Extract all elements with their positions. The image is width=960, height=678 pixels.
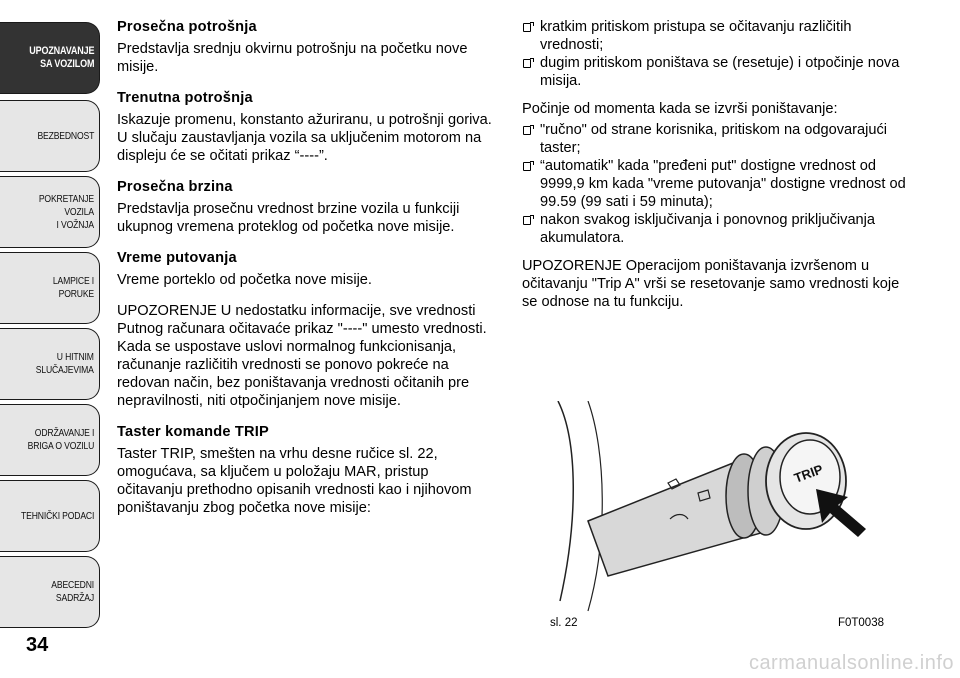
- tab-abecedni[interactable]: [0, 556, 100, 628]
- tab-label: ODRŽAVANJE I BRIGA O VOZILU: [27, 427, 94, 452]
- list-item: [522, 54, 917, 90]
- page-number: 34: [26, 634, 49, 656]
- paragraph: Taster TRIP, smešten na vrhu desne ručice sl. 22, omogućava, sa ključem u položaju MAR, pristup očitavanju prethodno opisanih vrednosti kao i njihovom poništavanju zbog početka nove misije:: [117, 446, 472, 516]
- warning-note: UPOZORENJE U nedostatku informacije, sve vrednosti Putnog računara očitavaće prikaz "----" umesto vrednosti. Kada se uspostave uslovi normalnog funkcionisanja, računanje različitih vrednosti se ponovo pokreće na redovan način, bez poništavanja vrednosti očitanih pre nepravilnosti, niti otpočinjanjem nove misije.: [117, 303, 487, 409]
- heading-prosecna-potrosnja: Prosečna potrošnja: [117, 19, 257, 35]
- list-item-text: kratkim pritiskom pristupa se očitavanju različitih vrednosti;: [540, 19, 852, 53]
- tab-pokretanje[interactable]: [0, 176, 100, 248]
- checkbox-bullet-icon: [523, 23, 531, 32]
- list-item: [522, 157, 917, 211]
- checkbox-bullet-icon: [523, 59, 531, 68]
- tab-label: BEZBEDNOST: [37, 129, 94, 142]
- list-item: [522, 121, 917, 157]
- watermark: carmanualsonline.info: [748, 652, 954, 674]
- tab-label: POKRETANJE VOZILA I VOŽNJA: [38, 192, 94, 231]
- checkbox-bullet-icon: [523, 162, 531, 171]
- tab-hitni[interactable]: [0, 328, 100, 400]
- tab-label: U HITNIM SLUČAJEVIMA: [35, 351, 94, 376]
- tab-odrzavanje[interactable]: [0, 404, 100, 476]
- tab-label: TEHNIČKI PODACI: [20, 509, 94, 522]
- tab-label: ABECEDNI SADRŽAJ: [51, 579, 94, 604]
- checkbox-bullet-icon: [523, 126, 531, 135]
- stalk-illustration: [548, 401, 886, 633]
- heading-vreme-putovanja: Vreme putovanja: [117, 250, 237, 266]
- heading-taster-trip: Taster komande TRIP: [117, 424, 269, 440]
- figure-trip-stalk: [548, 401, 886, 633]
- left-column: [117, 18, 492, 530]
- tab-lampice[interactable]: [0, 252, 100, 324]
- list-item-text: dugim pritiskom poništava se (resetuje) i otpočinje nova misija.: [540, 55, 900, 89]
- checkbox-bullet-icon: [523, 216, 531, 225]
- figure-caption: sl. 22: [550, 617, 578, 629]
- right-column: [522, 18, 917, 324]
- tab-label: LAMPICE I PORUKE: [52, 275, 94, 300]
- list-item: [522, 18, 917, 54]
- tab-upoznavanje[interactable]: [0, 22, 100, 94]
- trip-button-label: TRIP: [791, 461, 825, 486]
- list-item: [522, 211, 917, 247]
- list-item-text: “automatik" kada "pređeni put" dostigne vrednost od 9999,9 km kada "vreme putovanja" dostigne vrednost od 99.59 (99 sati i 59 minuta);: [540, 158, 906, 210]
- paragraph: Vreme porteklo od početka nove misije.: [117, 272, 372, 288]
- paragraph: Iskazuje promenu, konstanto ažuriranu, u potrošnji goriva. U slučaju zaustavljanja vozila sa uključenim motorom na displeju će se očitati prikaz “----”.: [117, 112, 492, 164]
- tab-bezbednost[interactable]: [0, 100, 100, 172]
- list-item-text: nakon svakog isključivanja i ponovnog priključivanja akumulatora.: [540, 212, 876, 246]
- heading-trenutna-potrosnja: Trenutna potrošnja: [117, 90, 253, 106]
- paragraph: Počinje od momenta kada se izvrši poništavanje:: [522, 101, 838, 117]
- paragraph: Predstavlja srednju okvirnu potrošnju na početku nove misije.: [117, 41, 468, 75]
- paragraph: Predstavlja prosečnu vrednost brzine vozila u funkciji ukupnog vremena proteklog od početka nove misije.: [117, 201, 460, 235]
- tab-label: UPOZNAVANJE SA VOZILOM: [28, 45, 94, 70]
- list-item-text: "ručno" od strane korisnika, pritiskom na odgovarajući taster;: [540, 122, 887, 156]
- figure-code: F0T0038: [837, 617, 884, 629]
- tab-tehnicki[interactable]: [0, 480, 100, 552]
- heading-prosecna-brzina: Prosečna brzina: [117, 179, 233, 195]
- warning-note: UPOZORENJE Operacijom poništavanja izvršenom u očitavanju "Trip A" vrši se resetovanje samo vrednosti koje se odnose na tu funkciju.: [522, 258, 900, 310]
